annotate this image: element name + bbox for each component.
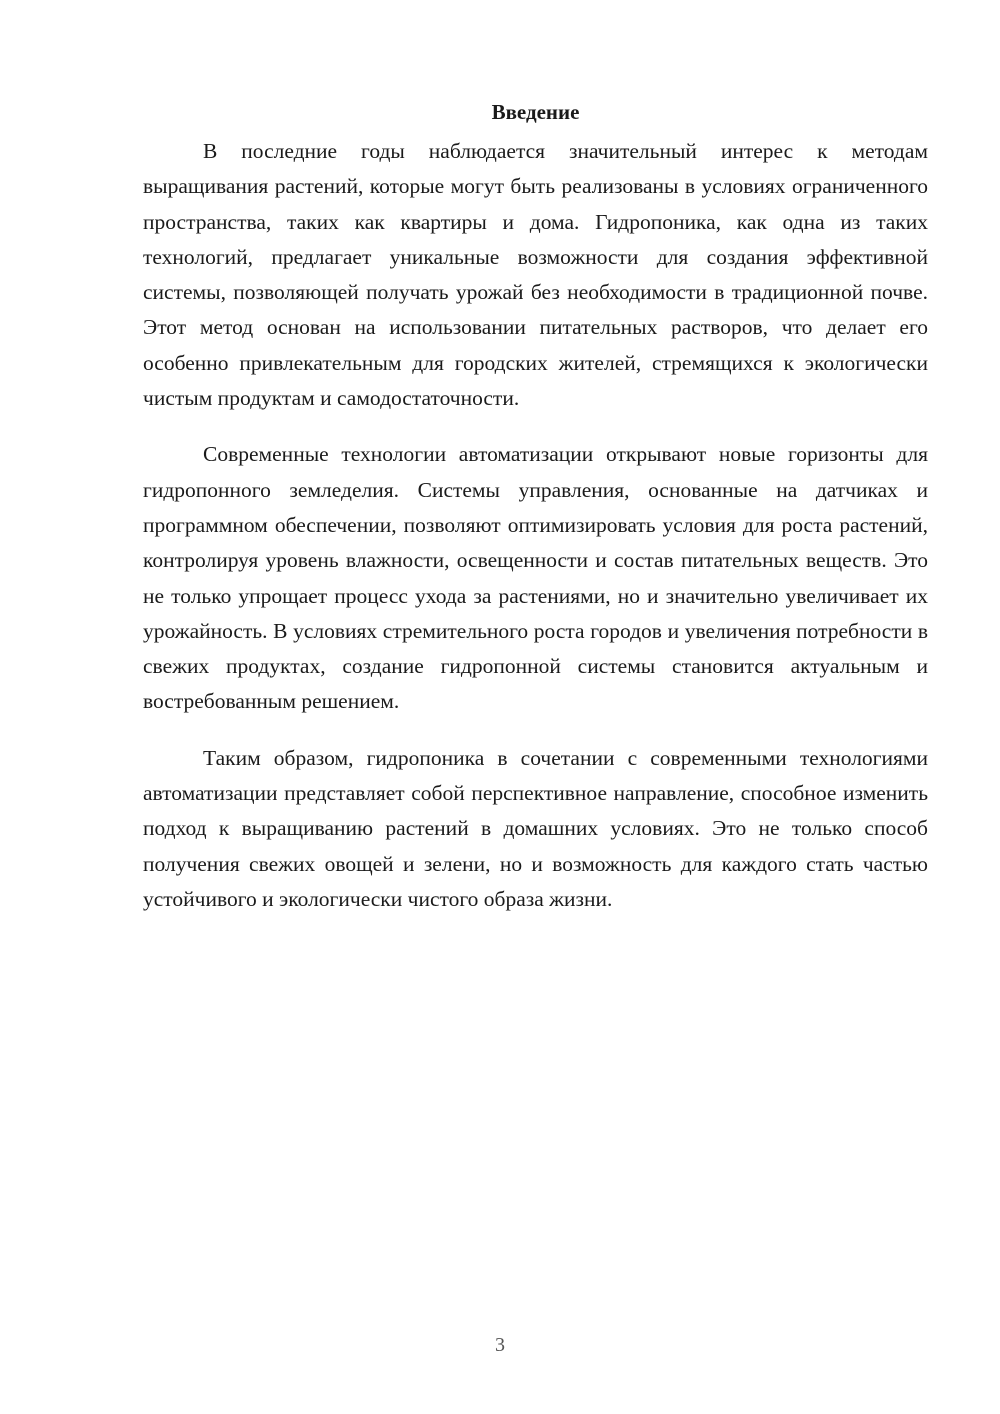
paragraph-3: Таким образом, гидропоника в сочетании с современными технологиями автоматизации представляет собой перспективное направление, способное изменить подход к выращиванию растений в домашних условиях. Это не только способ получения свежих овощей и зелени, но и возможность для каждого стать частью устойчивого и экологически чистого образа жизни. — [143, 745, 928, 911]
paragraph-2: Современные технологии автоматизации открывают новые горизонты для гидропонного земледелия. Системы управления, основанные на датчиках и программном обеспечении, позволяют оптимизировать условия для роста растений, контролируя уровень влажности, освещенности и состав питательных веществ. Это не только упрощает процесс ухода за растениями, но и значительно увеличивает их урожайность. В условиях стремительного роста городов и увеличения потребности в свежих продуктах, создание гидропонной системы становится актуальным и востребованным решением. — [143, 442, 928, 714]
paragraph-1: В последние годы наблюдается значительный интерес к методам выращивания растений, которые могут быть реализованы в условиях ограниченного пространства, таких как квартиры и дома. Гидропоника, как одна из таких технологий, предлагает уникальные возможности для создания эффективной системы, позволяющей получать урожай без необходимости в традиционной почве. Этот метод основан на использовании питательных растворов, что делает его особенно привлекательным для городских жителей, стремящихся к экологически чистым продуктам и самодостаточности. — [143, 139, 928, 411]
page-number: 3 — [495, 1334, 505, 1356]
page-content — [143, 96, 928, 938]
section-title: Введение — [491, 100, 580, 124]
